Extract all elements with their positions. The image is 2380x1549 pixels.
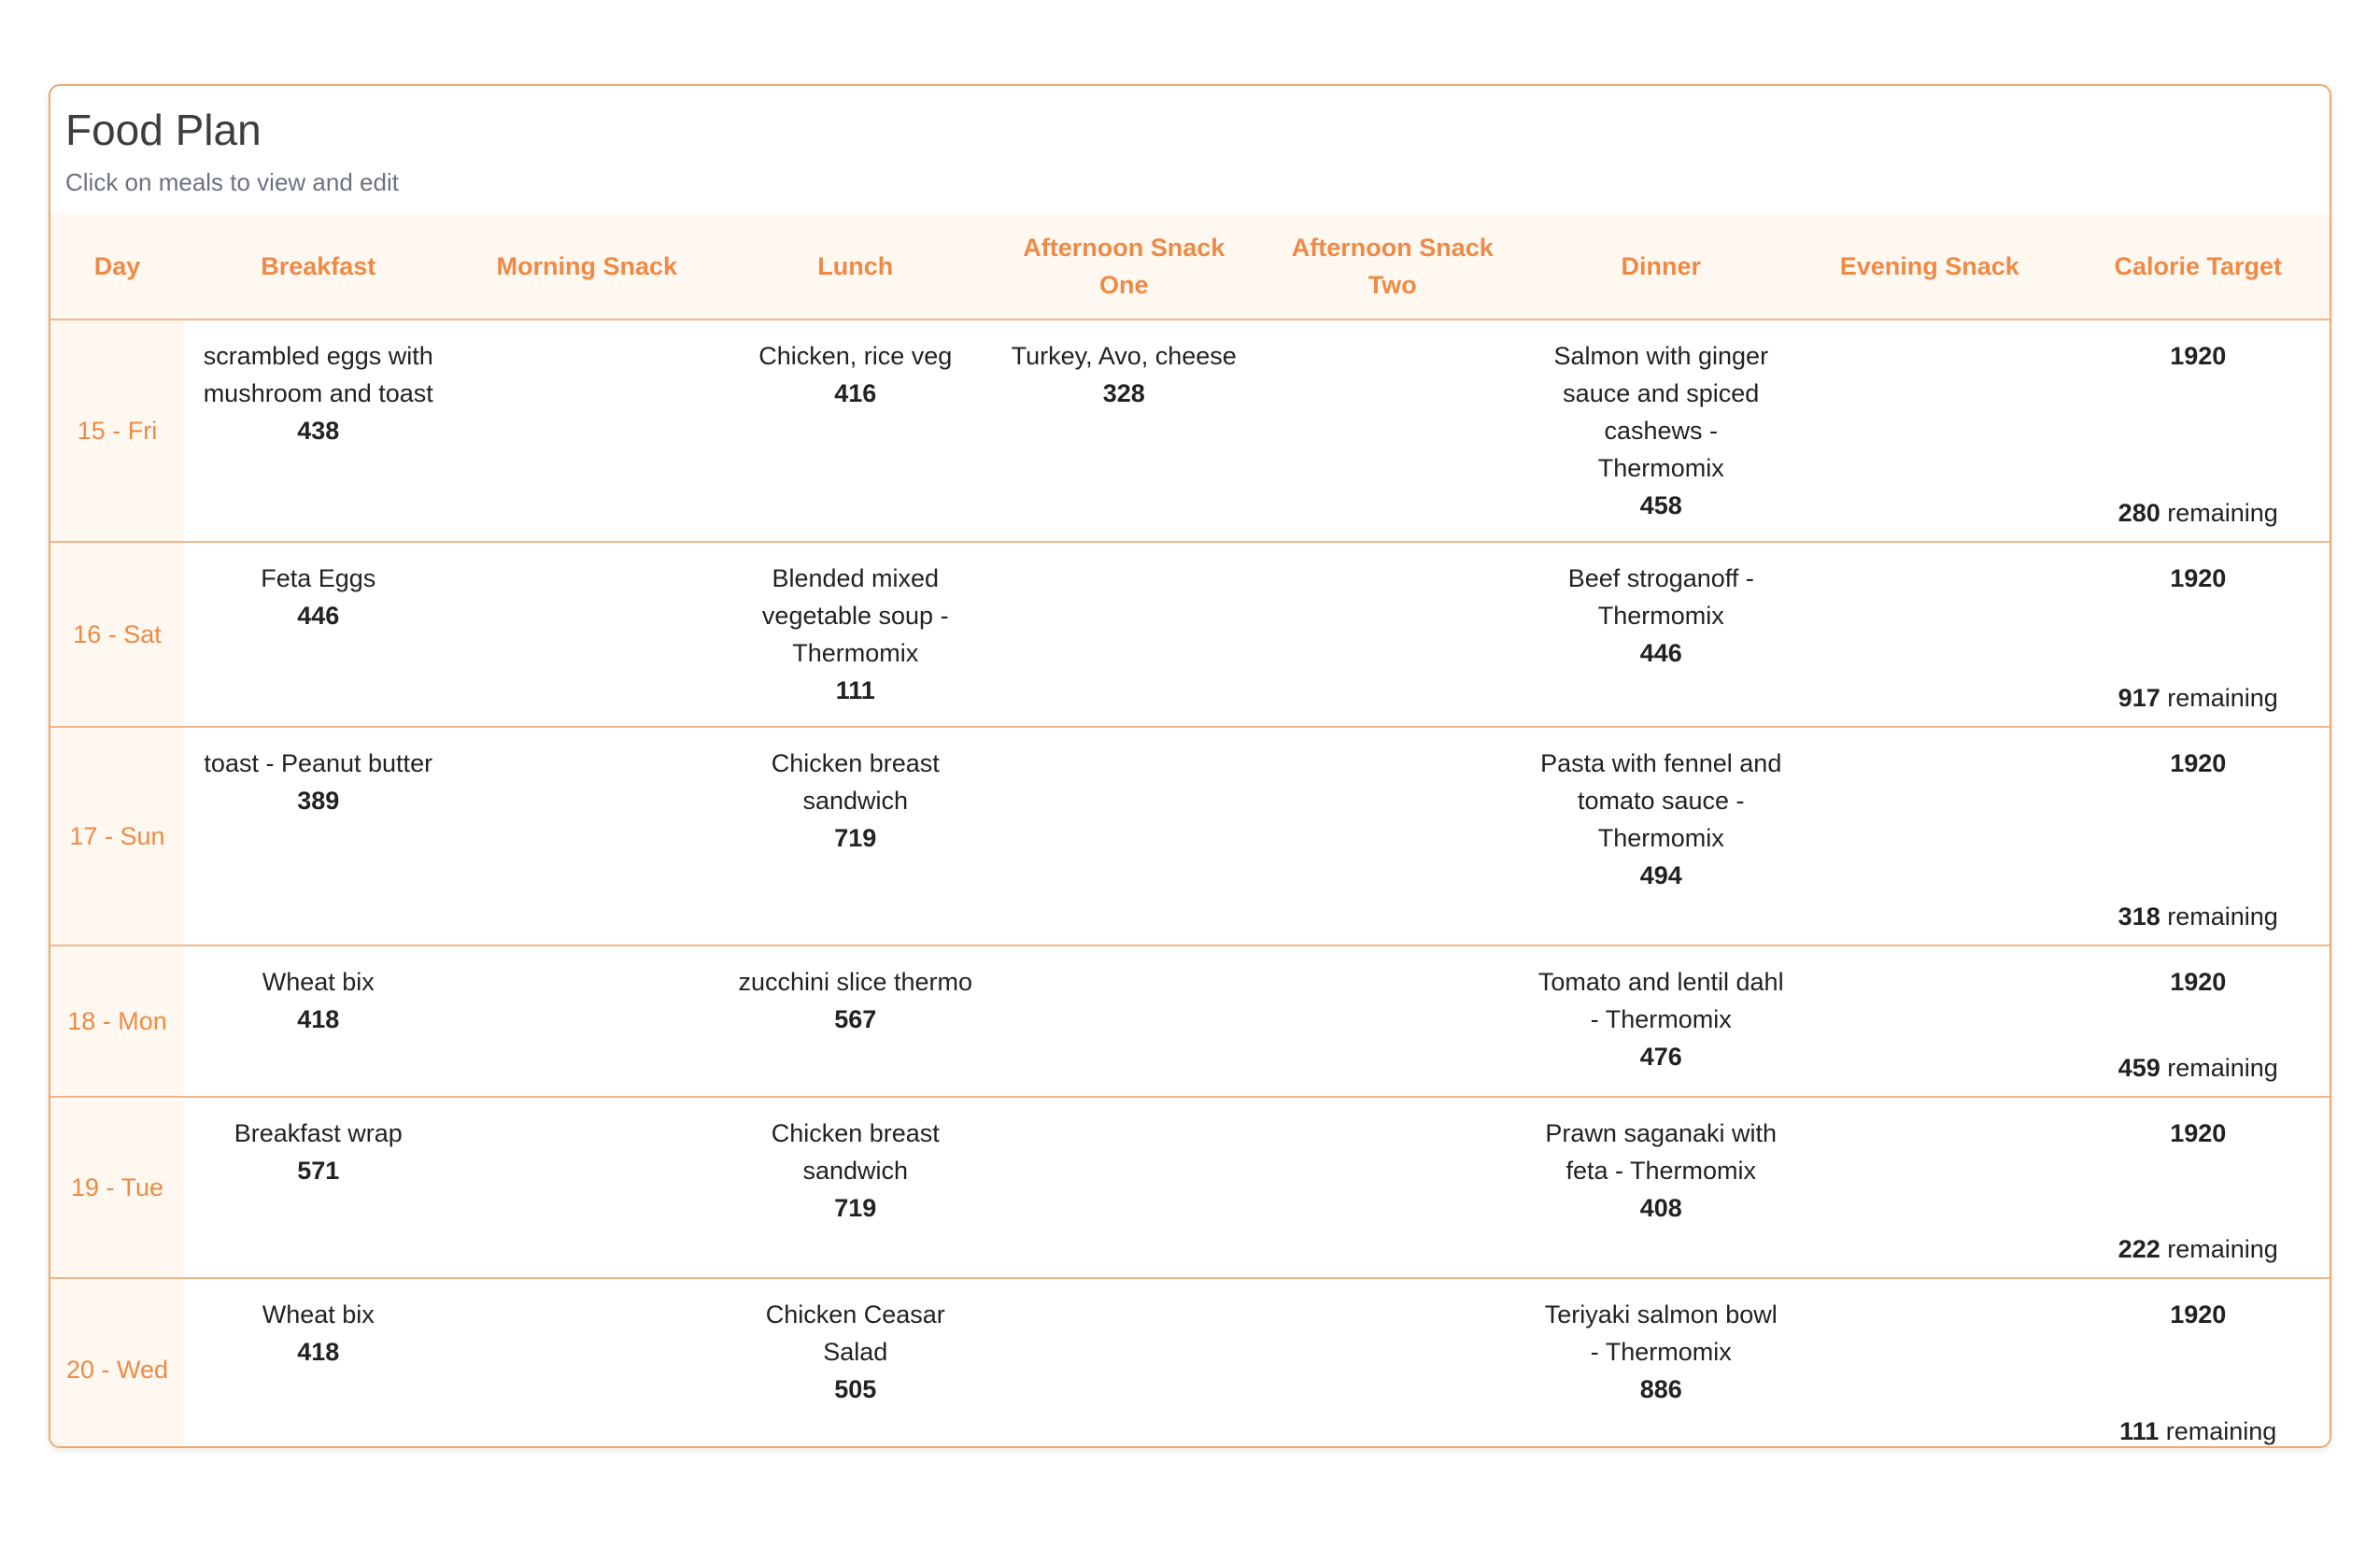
meal-name: Blended mixed vegetable soup - Thermomix [761, 564, 949, 667]
calorie-target-cell [2064, 1278, 2332, 1448]
day-cell: 15 - Fri [50, 320, 184, 542]
meal-name: Tomato and lentil dahl - Thermomix [1537, 968, 1784, 1033]
meal-cell-breakfast[interactable] [184, 727, 453, 945]
remaining-label: remaining [2165, 1417, 2277, 1445]
remaining-label: remaining [2167, 902, 2278, 931]
table-header-row [50, 213, 2331, 320]
meal-cell-afternoon-snack-one[interactable] [990, 1097, 1259, 1278]
column-header-calorie-target: Calorie Target [2064, 213, 2332, 320]
meal-calories: 505 [834, 1375, 877, 1403]
meal-cell-dinner[interactable] [1527, 542, 1796, 727]
meal-cell-breakfast[interactable] [184, 542, 453, 727]
meal-calories: 567 [834, 1005, 877, 1033]
meal-calories: 418 [297, 1338, 340, 1366]
calorie-target-value: 1920 [2170, 1300, 2227, 1329]
meal-cell-afternoon-snack-one[interactable] [990, 1278, 1259, 1448]
meal-name: Teriyaki salmon bowl - Thermomix [1544, 1300, 1778, 1366]
calorie-target-value: 1920 [2170, 968, 2227, 996]
meal-name: Chicken Ceasar Salad [765, 1300, 945, 1366]
page-title: Food Plan [65, 106, 262, 154]
meal-name: Beef stroganoff - Thermomix [1567, 564, 1754, 630]
meal-cell-evening-snack[interactable] [1795, 945, 2064, 1097]
meal-cell-afternoon-snack-two[interactable] [1258, 945, 1527, 1097]
remaining-label: remaining [2167, 684, 2278, 712]
meal-name: Breakfast wrap [234, 1119, 403, 1147]
day-cell: 20 - Wed [50, 1278, 184, 1448]
meal-calories: 416 [834, 379, 877, 407]
meal-cell-afternoon-snack-two[interactable] [1258, 320, 1527, 542]
calories-remaining [2064, 1049, 2332, 1087]
meal-cell-afternoon-snack-one[interactable] [990, 542, 1259, 727]
table-row [50, 542, 2331, 727]
meal-cell-lunch[interactable] [721, 320, 990, 542]
meal-calories: 719 [834, 1194, 877, 1222]
meal-name: Chicken breast sandwich [771, 1119, 940, 1185]
calorie-target-cell [2064, 320, 2332, 542]
column-header-lunch: Lunch [721, 213, 990, 320]
calorie-target-value: 1920 [2170, 1119, 2227, 1147]
meal-cell-dinner[interactable] [1527, 1097, 1796, 1278]
table-row [50, 727, 2331, 945]
meal-cell-evening-snack[interactable] [1795, 1278, 2064, 1448]
column-header-morning-snack: Morning Snack [453, 213, 722, 320]
meal-name: Feta Eggs [261, 564, 376, 592]
remaining-value: 111 [2119, 1417, 2160, 1445]
meal-cell-morning-snack[interactable] [453, 320, 722, 542]
column-header-day: Day [50, 213, 184, 320]
remaining-label: remaining [2167, 499, 2278, 527]
calorie-target-value: 1920 [2170, 342, 2227, 370]
meal-name: Pasta with fennel and tomato sauce - Thermomix [1540, 749, 1782, 852]
meal-cell-evening-snack[interactable] [1795, 320, 2064, 542]
meal-calories: 446 [297, 602, 340, 630]
card-header [50, 86, 2330, 213]
meal-cell-morning-snack[interactable] [453, 727, 722, 945]
meal-name: toast - Peanut butter [204, 749, 433, 777]
meal-cell-morning-snack[interactable] [453, 1278, 722, 1448]
meal-cell-morning-snack[interactable] [453, 945, 722, 1097]
meal-cell-lunch[interactable] [721, 542, 990, 727]
day-cell: 18 - Mon [50, 945, 184, 1097]
remaining-label: remaining [2167, 1054, 2278, 1082]
column-header-dinner: Dinner [1527, 213, 1796, 320]
page-subtitle: Click on meals to view and edit [65, 168, 399, 196]
meal-cell-evening-snack[interactable] [1795, 542, 2064, 727]
calorie-target-cell [2064, 727, 2332, 945]
meal-cell-lunch[interactable] [721, 945, 990, 1097]
remaining-value: 318 [2118, 902, 2160, 931]
meal-cell-dinner[interactable] [1527, 727, 1796, 945]
calories-remaining [2064, 898, 2332, 935]
meal-cell-dinner[interactable] [1527, 945, 1796, 1097]
meal-name: Chicken breast sandwich [771, 749, 940, 815]
meal-cell-afternoon-snack-one[interactable] [990, 945, 1259, 1097]
calories-remaining [2064, 1413, 2332, 1448]
meal-calories: 458 [1639, 491, 1682, 519]
table-row [50, 1278, 2331, 1448]
meal-cell-afternoon-snack-two[interactable] [1258, 1097, 1527, 1278]
day-cell: 19 - Tue [50, 1097, 184, 1278]
calorie-target-value: 1920 [2170, 564, 2227, 592]
meal-cell-lunch[interactable] [721, 727, 990, 945]
meal-cell-evening-snack[interactable] [1795, 727, 2064, 945]
meal-calories: 418 [297, 1005, 340, 1033]
meal-cell-breakfast[interactable] [184, 320, 453, 542]
meal-cell-lunch[interactable] [721, 1097, 990, 1278]
column-header-evening-snack: Evening Snack [1795, 213, 2064, 320]
remaining-value: 222 [2118, 1235, 2160, 1263]
meal-cell-morning-snack[interactable] [453, 1097, 722, 1278]
meal-cell-afternoon-snack-two[interactable] [1258, 727, 1527, 945]
column-header-breakfast: Breakfast [184, 213, 453, 320]
meal-cell-evening-snack[interactable] [1795, 1097, 2064, 1278]
meal-calories: 494 [1639, 861, 1682, 889]
meal-cell-afternoon-snack-two[interactable] [1258, 1278, 1527, 1448]
meal-name: Salmon with ginger sauce and spiced cashews - Thermomix [1553, 342, 1769, 482]
calorie-target-value: 1920 [2170, 749, 2227, 777]
remaining-value: 917 [2118, 684, 2160, 712]
meal-name: Prawn saganaki with feta - Thermomix [1545, 1119, 1778, 1185]
meal-cell-breakfast[interactable] [184, 1097, 453, 1278]
day-cell: 17 - Sun [50, 727, 184, 945]
meal-calories: 438 [297, 417, 340, 445]
calories-remaining [2064, 679, 2332, 717]
meal-name: scrambled eggs with mushroom and toast [203, 342, 433, 407]
meal-name: Wheat bix [262, 968, 375, 996]
meal-cell-breakfast[interactable] [184, 945, 453, 1097]
meal-cell-afternoon-snack-two[interactable] [1258, 542, 1527, 727]
table-row [50, 320, 2331, 542]
calories-remaining [2064, 494, 2332, 532]
day-cell: 16 - Sat [50, 542, 184, 727]
meal-calories: 111 [835, 676, 875, 704]
food-plan-card [49, 84, 2331, 1448]
meal-calories: 476 [1639, 1043, 1682, 1071]
meal-cell-dinner[interactable] [1527, 320, 1796, 542]
meal-calories: 446 [1639, 639, 1682, 667]
meal-calories: 389 [297, 787, 340, 815]
meal-cell-afternoon-snack-one[interactable] [990, 727, 1259, 945]
meal-name: Wheat bix [262, 1300, 375, 1329]
calorie-target-cell [2064, 542, 2332, 727]
meal-cell-lunch[interactable] [721, 1278, 990, 1448]
meal-cell-afternoon-snack-one[interactable] [990, 320, 1259, 542]
remaining-value: 280 [2118, 499, 2160, 527]
meal-name: Turkey, Avo, cheese [1011, 342, 1237, 370]
remaining-value: 459 [2118, 1054, 2160, 1082]
column-header-afternoon-snack-one: Afternoon Snack One [990, 213, 1259, 320]
table-row [50, 945, 2331, 1097]
meal-cell-dinner[interactable] [1527, 1278, 1796, 1448]
column-header-afternoon-snack-two: Afternoon Snack Two [1258, 213, 1527, 320]
meal-cell-breakfast[interactable] [184, 1278, 453, 1448]
meal-calories: 328 [1102, 379, 1145, 407]
remaining-label: remaining [2167, 1235, 2278, 1263]
table-row [50, 1097, 2331, 1278]
calorie-target-cell [2064, 1097, 2332, 1278]
calorie-target-cell [2064, 945, 2332, 1097]
meal-cell-morning-snack[interactable] [453, 542, 722, 727]
meal-name: Chicken, rice veg [758, 342, 953, 370]
calories-remaining [2064, 1230, 2332, 1268]
meal-calories: 571 [297, 1157, 340, 1185]
food-plan-table [50, 213, 2331, 1448]
meal-calories: 719 [834, 824, 877, 852]
meal-calories: 886 [1639, 1375, 1682, 1403]
meal-name: zucchini slice thermo [738, 968, 973, 996]
meal-calories: 408 [1639, 1194, 1682, 1222]
